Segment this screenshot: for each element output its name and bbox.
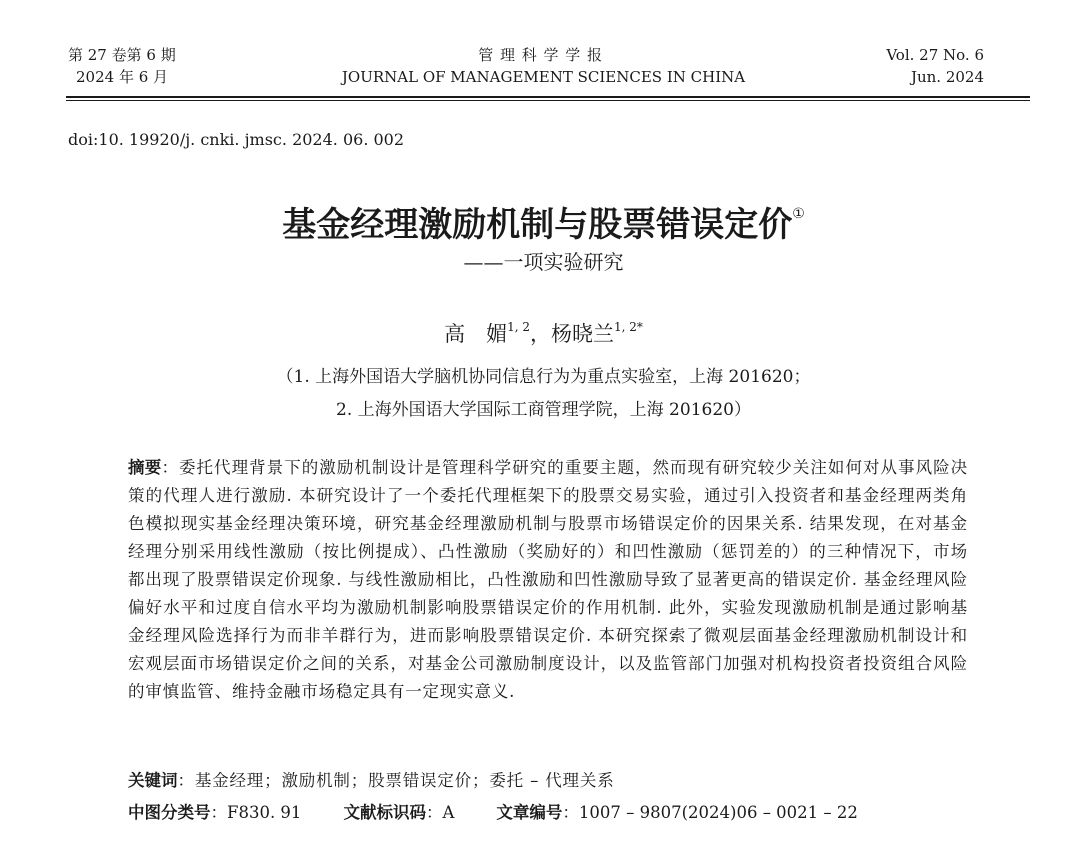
publication-date-en: Jun. 2024 xyxy=(910,68,984,86)
volume-issue-en: Vol. 27 No. 6 xyxy=(886,46,984,64)
title-footnote-marker: ① xyxy=(792,206,805,222)
author-name: 高 媚 xyxy=(444,322,508,346)
article-subtitle: ——一项实验研究 xyxy=(463,250,624,274)
abstract-label: 摘要 xyxy=(128,458,162,477)
article-number-value: ：1007 – 9807(2024)06 – 0021 – 22 xyxy=(562,803,858,822)
abstract-text: ：委托代理背景下的激励机制设计是管理科学研究的重要主题，然而现有研究较少关注如何对从事风险决策的代理人进行激励. 本研究设计了一个委托代理框架下的股票交易实验，通过引入投资者和基金经理两类角色模拟现实基金经理决策环境，研究基金经理激励机制与股票市场错误定价的因果关系. 结果发现，在对基金经理分别采用线性激励（按比例提成）、凸性激励（奖励好的）和凹性激励（惩罚差的）的三种情况下，市场都出现了股票错误定价现象. 与线性激励相比，凸性激励和凹性激励导致了显著更高的错误定价. 基金经理风险偏好水平和过度自信水平均为激励机制影响股票错误定价的作用机制. 此外，实验发现激励机制是通过影响基金经理风险选择行为而非羊群行为，进而影响股票错误定价. 本研究探索了微观层面基金经理激励机制设计和宏观层面市场错误定价之间的关系，对基金公司激励制度设计，以及监管部门加强对机构投资者投资组合风险的审慎监管、维持金融市场稳定具有一定现实意义. xyxy=(128,458,969,701)
keywords-label: 关键词 xyxy=(128,771,178,790)
abstract xyxy=(128,454,968,706)
keywords xyxy=(128,767,615,795)
author-separator: ， xyxy=(530,322,551,346)
author-affiliation-marker: 1, 2 xyxy=(507,320,530,334)
journal-name-en: JOURNAL OF MANAGEMENT SCIENCES IN CHINA xyxy=(341,68,746,86)
affiliation-line: 2. 上海外国语大学国际工商管理学院，上海 201620） xyxy=(336,400,751,420)
classification-line xyxy=(128,799,858,827)
clc-value: ：F830. 91 xyxy=(210,803,302,822)
keywords-text: ：基金经理；激励机制；股票错误定价；委托 – 代理关系 xyxy=(177,771,615,790)
issue-info-en xyxy=(886,44,984,88)
doi: doi:10. 19920/j. cnki. jmsc. 2024. 06. 002 xyxy=(68,130,405,149)
header-rule-thick xyxy=(66,96,1030,98)
journal-name-cn: 管理科学学报 xyxy=(478,46,609,64)
affiliation-line: （1. 上海外国语大学脑机协同信息行为为重点实验室，上海 201620； xyxy=(276,367,811,387)
volume-issue: 第 27 卷第 6 期 xyxy=(68,46,176,64)
article-number-label: 文章编号 xyxy=(496,803,563,822)
article-title xyxy=(0,190,1087,249)
clc-label: 中图分类号 xyxy=(128,803,211,822)
document-code-label: 文献标识码 xyxy=(343,803,426,822)
header-rule-thin xyxy=(66,100,1030,101)
document-code-value: ：A xyxy=(425,803,455,822)
author-affiliation-marker: 1, 2* xyxy=(614,320,643,334)
article-title-text: 基金经理激励机制与股票错误定价 xyxy=(282,205,793,245)
publication-date: 2024 年 6 月 xyxy=(76,68,169,86)
author-name: 杨晓兰 xyxy=(551,322,614,346)
author-list xyxy=(0,318,1087,348)
